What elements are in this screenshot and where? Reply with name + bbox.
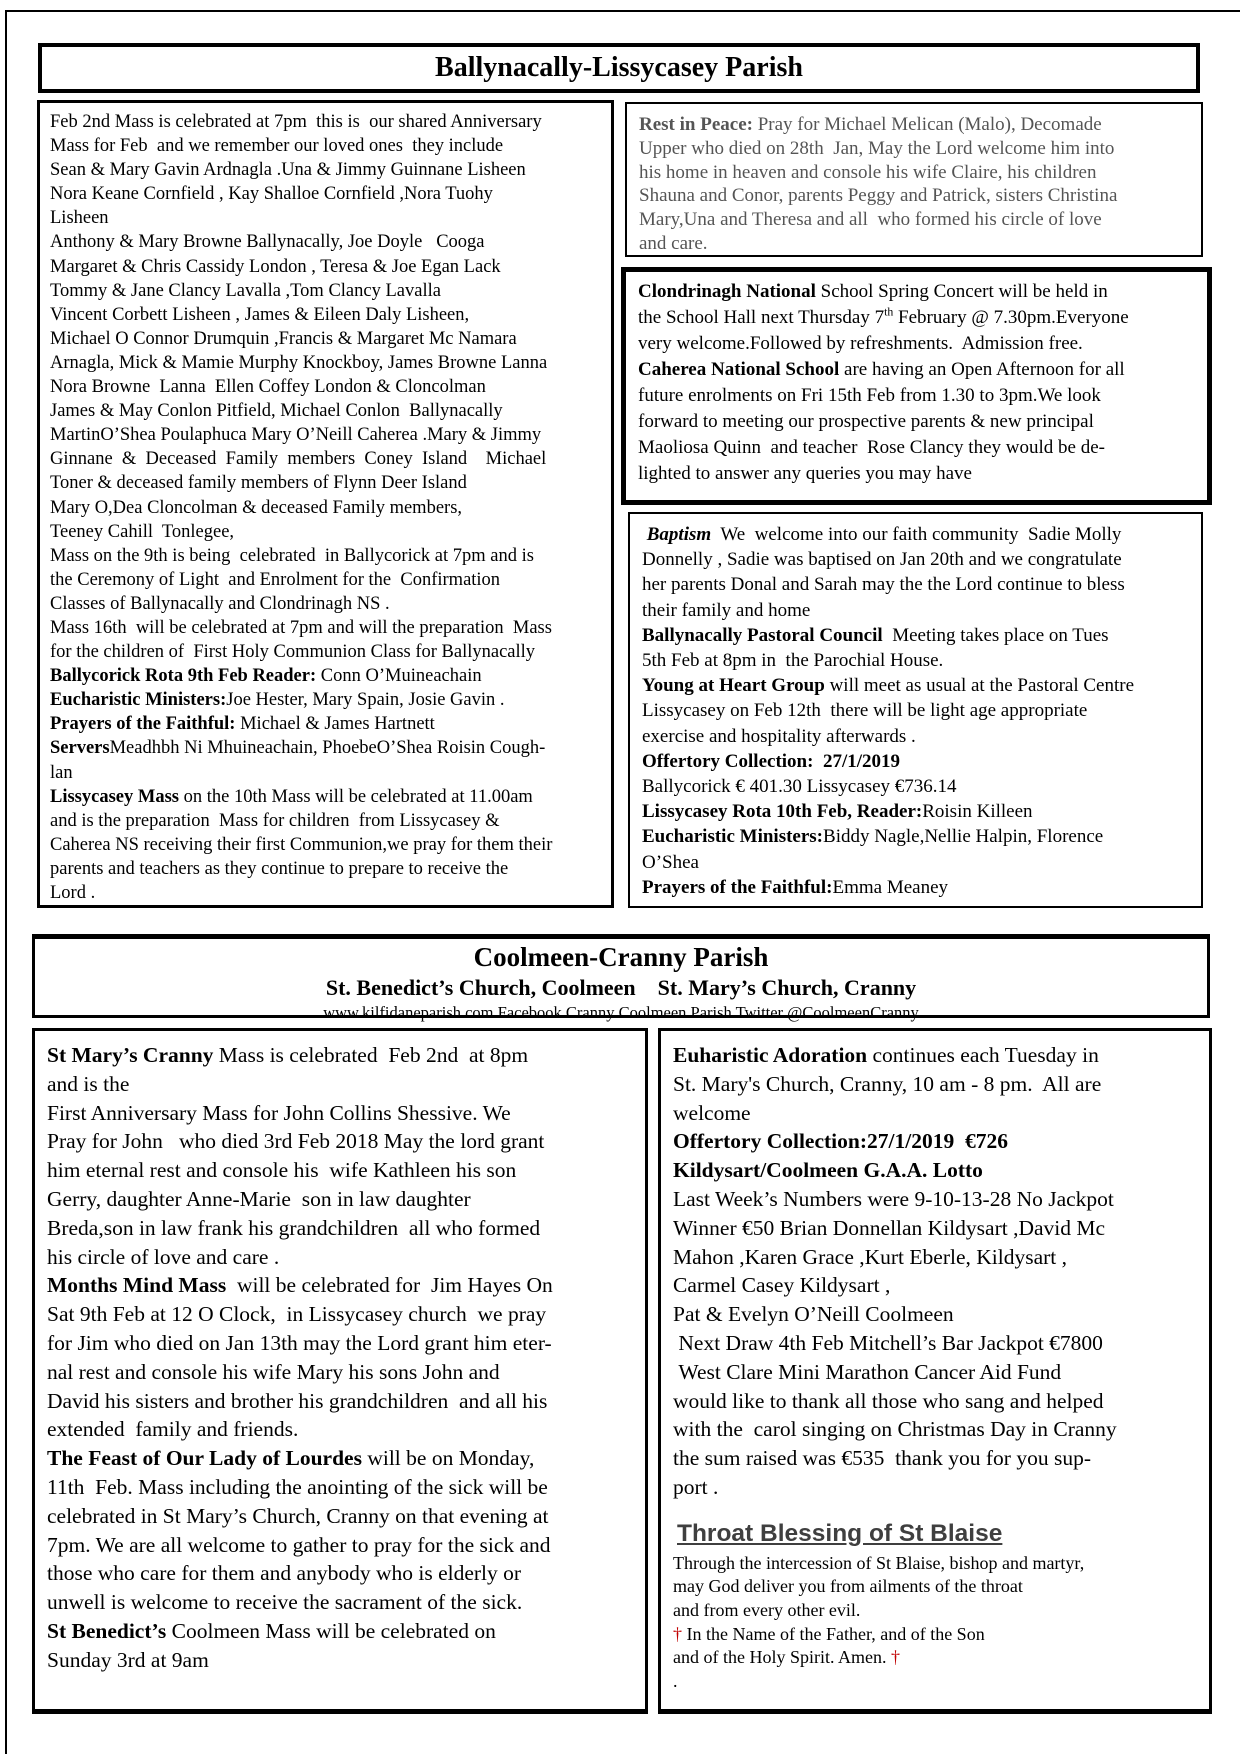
ballynacally-parish-header-box	[38, 43, 1200, 93]
cranny-masses-section	[32, 1028, 648, 1714]
coolmeen-notices-section	[658, 1028, 1212, 1714]
parish-notices-section	[628, 512, 1203, 908]
throat-blessing-section	[673, 1520, 1199, 1694]
anniversary-mass-section	[37, 100, 614, 908]
throat-blessing-text: Through the intercession of St Blaise, bishop and martyr, may God deliver you from ailments of the throat and from every other evil. † In the Name of the Father, and of the Son and of the Holy Spirit. Amen. † .	[673, 1552, 1085, 1691]
coolmeen-parish-header-box	[32, 934, 1210, 1022]
school-news-text: Clondrinagh National School Spring Concert will be held in the School Hall next Thursday 7th February @ 7.30pm.Everyone very welcome.Followed by refreshments. Admission free. Caherea National School are having an Open Afternoon for all future enrolments on Fri 15th Feb from 1.30 to 3pm.We look forward to meeting our prospective parents & new principal Maoliosa Quinn and teacher Rose Clancy they would be de- lighted to answer any queries you may have	[638, 281, 1129, 484]
coolmeen-churches-line: St. Benedict’s Church, Coolmeen St. Mary’s Church, Cranny	[325, 975, 917, 1000]
coolmeen-contact-line: www.kilfidaneparish.com Facebook Cranny Coolmeen Parish Twitter @CoolmeenCranny	[323, 1003, 919, 1022]
coolmeen-notices-text: Euharistic Adoration continues each Tuesday in St. Mary's Church, Cranny, 10 am - 8 pm. All are welcome Offertory Collection:27/1/2019 €726 Kildysart/Coolmeen G.A.A. Lotto Last Week’s Numbers were 9-10-13-28 No Jackpot Winner €50 Brian Donnellan Kildysart ,David Mc Mahon ,Karen Grace ,Kurt Eberle, Kildysart , Carmel Casey Kildysart , Pat & Evelyn O’Neill Coolmeen Next Draw 4th Feb Mitchell’s Bar Jackpot €7800 West Clare Mini Marathon Cancer Aid Fund would like to thank all those who sang and helped with the carol singing on Christmas Day in Cranny the sum raised was €535 thank you for you sup- port .	[673, 1043, 1117, 1499]
rest-in-peace-section	[625, 102, 1203, 257]
anniversary-mass-text: Feb 2nd Mass is celebrated at 7pm this is our shared Anniversary Mass for Feb and we remember our loved ones they include Sean & Mary Gavin Ardnagla .Una & Jimmy Guinnane Lisheen Nora Keane Cornfield , Kay Shalloe Cornfield ,Nora Tuohy Lisheen Anthony & Mary Browne Ballynacally, Joe Doyle Cooga Margaret & Chris Cassidy London , Teresa & Joe Egan Lack Tommy & Jane Clancy Lavalla ,Tom Clancy Lavalla Vincent Corbett Lisheen , James & Eileen Daly Lisheen, Michael O Connor Drumquin ,Francis & Margaret Mc Namara Arnagla, Mick & Mamie Murphy Knockboy, James Browne Lanna Nora Browne Lanna Ellen Coffey London & Cloncolman James & May Conlon Pitfield, Michael Conlon Ballynacally MartinO’Shea Poulaphuca Mary O’Neill Caherea .Mary & Jimmy Ginnane & Deceased Family members Coney Island Michael Toner & deceased family members of Flynn Deer Island Mary O,Dea Cloncolman & deceased Family members, Teeney Cahill Tonlegee, Mass on the 9th is being celebrated in Ballycorick at 7pm and is the Ceremony of Light and Enrolment for the Confirmation Classes of Ballynacally and Clondrinagh NS . Mass 16th will be celebrated at 7pm and will the preparation Mass for the children of First Holy Communion Class for Ballynacally Ballycorick Rota 9th Feb Reader: Conn O’Muineachain Eucharistic Ministers:Joe Hester, Mary Spain, Josie Gavin . Prayers of the Faithful: Michael & James Hartnett ServersMeadhbh Ni Mhuineachain, PhoebeO’Shea Roisin Cough- lan Lissycasey Mass on the 10th Mass will be celebrated at 11.00am and is the preparation Mass for children from Lissycasey & Caherea NS receiving their first Communion,we pray for them their parents and teachers as they continue to prepare to receive the Lord .	[50, 112, 553, 903]
rest-in-peace-text: Rest in Peace: Pray for Michael Melican (Malo), Decomade Upper who died on 28th Jan, May the Lord welcome him into his home in heaven and console his wife Claire, his children Shauna and Conor, parents Peggy and Patrick, sisters Christina Mary,Una and Theresa and all who formed his circle of love and care.	[639, 114, 1118, 254]
throat-blessing-heading: Throat Blessing of St Blaise	[677, 1519, 1003, 1547]
cranny-masses-text: St Mary’s Cranny Mass is celebrated Feb 2nd at 8pm and is the First Anniversary Mass for John Collins Shessive. We Pray for John who died 3rd Feb 2018 May the lord grant him eternal rest and console his wife Kathleen his son Gerry, daughter Anne-Marie son in law daughter Breda,son in law frank his grandchildren all who formed his circle of love and care . Months Mind Mass will be celebrated for Jim Hayes On Sat 9th Feb at 12 O Clock, in Lissycasey church we pray for Jim who died on Jan 13th may the Lord grant him eter- nal rest and console his wife Mary his sons John and David his sisters and brother his grandchildren and all his extended family and friends. The Feast of Our Lady of Lourdes will be on Monday, 11th Feb. Mass including the anointing of the sick will be celebrated in St Mary’s Church, Cranny on that evening at 7pm. We are all welcome to gather to pray for the sick and those who care for them and anybody who is elderly or unwell is welcome to receive the sacrament of the sick. St Benedict’s Coolmeen Mass will be celebrated on Sunday 3rd at 9am	[47, 1043, 553, 1672]
parish-notices-text: Baptism We welcome into our faith community Sadie Molly Donnelly , Sadie was baptised on Jan 20th and we congratulate her parents Donal and Sarah may the the Lord continue to bless their family and home Ballynacally Pastoral Council Meeting takes place on Tues 5th Feb at 8pm in the Parochial House. Young at Heart Group will meet as usual at the Pastoral Centre Lissycasey on Feb 12th there will be light age appropriate exercise and hospitality afterwards . Offertory Collection: 27/1/2019 Ballycorick € 401.30 Lissycasey €736.14 Lissycasey Rota 10th Feb, Reader:Roisin Killeen Eucharistic Ministers:Biddy Nagle,Nellie Halpin, Florence O’Shea Prayers of the Faithful:Emma Meaney	[642, 524, 1135, 898]
ballynacally-parish-title: Ballynacally-Lissycasey Parish	[435, 52, 803, 83]
coolmeen-parish-title: Coolmeen-Cranny Parish	[473, 942, 769, 972]
school-news-section	[621, 267, 1212, 505]
